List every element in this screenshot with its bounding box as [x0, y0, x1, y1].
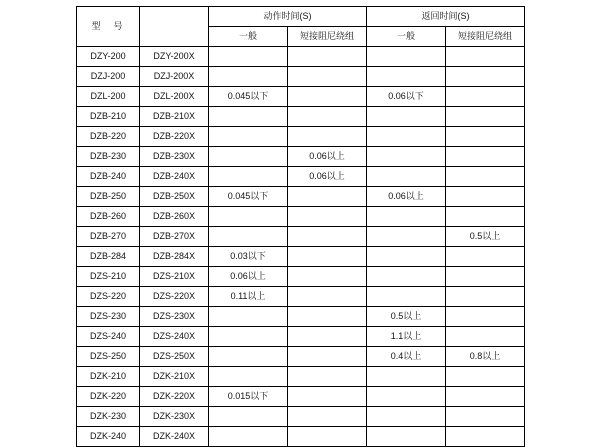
cell-action-normal	[209, 67, 288, 87]
cell-action-damping	[288, 67, 367, 87]
table-row	[77, 307, 525, 327]
cell-model-b: DZB-220X	[140, 127, 209, 147]
table-header-row-groups	[77, 7, 525, 27]
cell-return-damping	[446, 167, 525, 187]
cell-model-b: DZS-220X	[140, 287, 209, 307]
cell-action-damping	[288, 267, 367, 287]
cell-return-normal	[367, 167, 446, 187]
table-row	[77, 387, 525, 407]
cell-action-damping	[288, 247, 367, 267]
cell-return-normal	[367, 147, 446, 167]
cell-action-normal: 0.11以上	[209, 287, 288, 307]
cell-action-normal	[209, 167, 288, 187]
column-header-return-damping: 短接阻尼绕组	[446, 27, 525, 47]
cell-model-a: DZB-260	[77, 207, 140, 227]
cell-model-b: DZK-230X	[140, 407, 209, 427]
cell-action-damping	[288, 387, 367, 407]
cell-action-damping	[288, 427, 367, 447]
cell-action-normal	[209, 207, 288, 227]
cell-model-a: DZB-270	[77, 227, 140, 247]
cell-model-a: DZB-220	[77, 127, 140, 147]
cell-action-damping	[288, 87, 367, 107]
table-row	[77, 87, 525, 107]
cell-model-b: DZK-220X	[140, 387, 209, 407]
cell-model-a: DZS-210	[77, 267, 140, 287]
cell-return-damping	[446, 47, 525, 67]
cell-action-normal: 0.045以下	[209, 87, 288, 107]
cell-model-b: DZS-250X	[140, 347, 209, 367]
column-header-action-normal: 一般	[209, 27, 288, 47]
cell-return-normal: 0.4以上	[367, 347, 446, 367]
column-header-model-a: 型 号	[77, 7, 140, 47]
table-row	[77, 207, 525, 227]
cell-action-normal	[209, 47, 288, 67]
cell-model-b: DZB-240X	[140, 167, 209, 187]
table-row	[77, 107, 525, 127]
cell-model-a: DZK-240	[77, 427, 140, 447]
cell-return-damping	[446, 287, 525, 307]
cell-model-a: DZS-230	[77, 307, 140, 327]
cell-action-normal	[209, 347, 288, 367]
cell-model-a: DZL-200	[77, 87, 140, 107]
cell-model-a: DZK-230	[77, 407, 140, 427]
table-row	[77, 167, 525, 187]
cell-return-damping	[446, 247, 525, 267]
cell-model-a: DZY-200	[77, 47, 140, 67]
cell-return-damping	[446, 127, 525, 147]
cell-action-damping	[288, 367, 367, 387]
table-row	[77, 147, 525, 167]
cell-action-normal	[209, 367, 288, 387]
cell-action-damping	[288, 207, 367, 227]
cell-model-b: DZS-240X	[140, 327, 209, 347]
cell-model-b: DZB-210X	[140, 107, 209, 127]
cell-action-damping	[288, 407, 367, 427]
table-row	[77, 367, 525, 387]
cell-action-damping	[288, 127, 367, 147]
table-row	[77, 427, 525, 447]
cell-model-a: DZS-250	[77, 347, 140, 367]
table-header	[77, 7, 525, 47]
cell-return-normal	[367, 367, 446, 387]
cell-action-normal: 0.015以下	[209, 387, 288, 407]
table-row	[77, 187, 525, 207]
relay-timing-table	[76, 6, 525, 447]
table-row	[77, 247, 525, 267]
cell-return-normal	[367, 407, 446, 427]
cell-action-damping: 0.06以上	[288, 147, 367, 167]
cell-model-b: DZB-260X	[140, 207, 209, 227]
cell-return-damping	[446, 187, 525, 207]
cell-return-damping	[446, 147, 525, 167]
cell-model-b: DZK-240X	[140, 427, 209, 447]
cell-action-normal	[209, 127, 288, 147]
table-row	[77, 127, 525, 147]
cell-model-b: DZB-270X	[140, 227, 209, 247]
cell-model-b: DZS-230X	[140, 307, 209, 327]
cell-return-damping	[446, 387, 525, 407]
cell-action-normal	[209, 407, 288, 427]
cell-action-normal: 0.03以下	[209, 247, 288, 267]
table-row	[77, 327, 525, 347]
table-row	[77, 267, 525, 287]
column-header-model-b	[140, 7, 209, 47]
cell-return-damping	[446, 407, 525, 427]
cell-action-normal	[209, 227, 288, 247]
cell-return-damping: 0.8以上	[446, 347, 525, 367]
cell-return-damping	[446, 267, 525, 287]
cell-action-damping	[288, 307, 367, 327]
table-row	[77, 227, 525, 247]
cell-model-a: DZK-220	[77, 387, 140, 407]
table-body	[77, 47, 525, 447]
cell-return-normal: 0.06以上	[367, 187, 446, 207]
cell-model-b: DZB-284X	[140, 247, 209, 267]
cell-action-damping	[288, 327, 367, 347]
column-header-action-damping: 短接阻尼绕组	[288, 27, 367, 47]
cell-return-damping	[446, 327, 525, 347]
cell-model-b: DZS-210X	[140, 267, 209, 287]
cell-action-damping	[288, 47, 367, 67]
cell-return-normal	[367, 287, 446, 307]
cell-action-normal	[209, 307, 288, 327]
column-header-action-time: 动作时间(S)	[209, 7, 367, 27]
cell-action-normal	[209, 427, 288, 447]
cell-action-damping: 0.06以上	[288, 167, 367, 187]
cell-return-normal	[367, 47, 446, 67]
cell-return-damping	[446, 207, 525, 227]
cell-return-damping	[446, 367, 525, 387]
cell-model-a: DZB-230	[77, 147, 140, 167]
cell-action-normal	[209, 147, 288, 167]
cell-model-a: DZS-240	[77, 327, 140, 347]
cell-model-a: DZS-220	[77, 287, 140, 307]
cell-model-a: DZB-284	[77, 247, 140, 267]
table-row	[77, 67, 525, 87]
cell-model-a: DZB-240	[77, 167, 140, 187]
cell-return-normal	[367, 427, 446, 447]
cell-return-normal	[367, 387, 446, 407]
cell-return-damping	[446, 67, 525, 87]
cell-action-normal: 0.06以上	[209, 267, 288, 287]
cell-return-normal	[367, 227, 446, 247]
cell-return-normal: 0.5以上	[367, 307, 446, 327]
cell-return-damping	[446, 427, 525, 447]
cell-return-normal: 1.1以上	[367, 327, 446, 347]
cell-model-b: DZY-200X	[140, 47, 209, 67]
cell-action-damping	[288, 107, 367, 127]
cell-action-damping	[288, 227, 367, 247]
table-row	[77, 287, 525, 307]
cell-return-damping: 0.5以上	[446, 227, 525, 247]
cell-action-damping	[288, 187, 367, 207]
cell-model-b: DZB-250X	[140, 187, 209, 207]
cell-action-normal	[209, 327, 288, 347]
cell-return-damping	[446, 87, 525, 107]
cell-return-damping	[446, 107, 525, 127]
cell-model-b: DZK-210X	[140, 367, 209, 387]
cell-return-normal	[367, 67, 446, 87]
cell-model-b: DZL-200X	[140, 87, 209, 107]
cell-model-b: DZJ-200X	[140, 67, 209, 87]
table-row	[77, 47, 525, 67]
table-row	[77, 407, 525, 427]
cell-return-damping	[446, 307, 525, 327]
cell-action-normal: 0.045以下	[209, 187, 288, 207]
table-row	[77, 347, 525, 367]
column-header-return-normal: 一般	[367, 27, 446, 47]
cell-return-normal	[367, 247, 446, 267]
cell-return-normal	[367, 207, 446, 227]
cell-model-b: DZB-230X	[140, 147, 209, 167]
cell-model-a: DZJ-200	[77, 67, 140, 87]
cell-action-damping	[288, 347, 367, 367]
column-header-return-time: 返回时间(S)	[367, 7, 525, 27]
cell-model-a: DZB-210	[77, 107, 140, 127]
cell-return-normal	[367, 107, 446, 127]
cell-return-normal	[367, 127, 446, 147]
cell-model-a: DZK-210	[77, 367, 140, 387]
cell-return-normal	[367, 267, 446, 287]
cell-model-a: DZB-250	[77, 187, 140, 207]
cell-return-normal: 0.06以下	[367, 87, 446, 107]
cell-action-damping	[288, 287, 367, 307]
cell-action-normal	[209, 107, 288, 127]
